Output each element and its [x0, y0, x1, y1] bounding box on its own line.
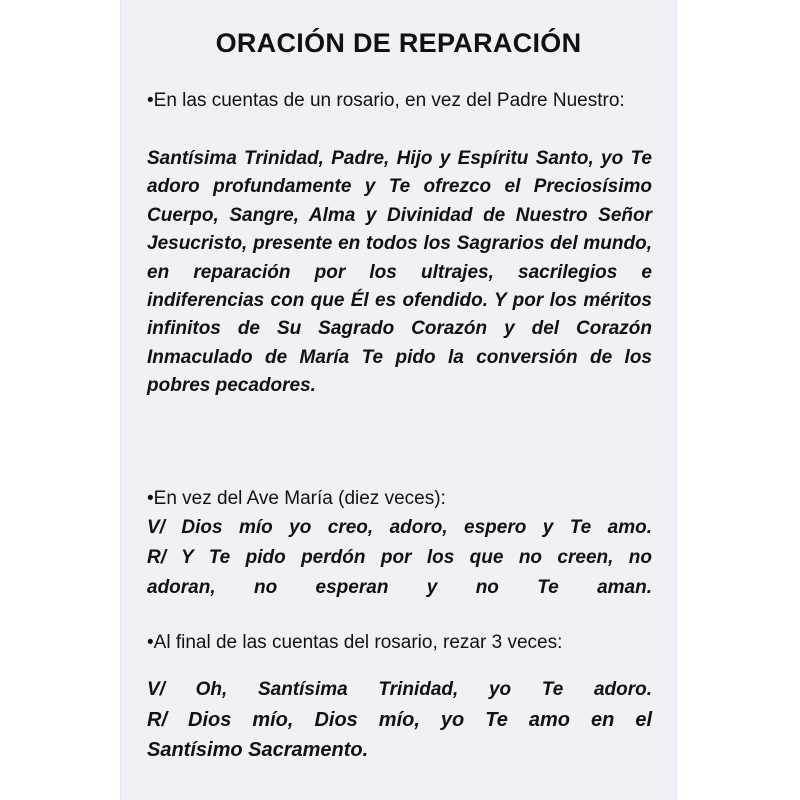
prayer-card [121, 0, 676, 800]
section2-intro: •En vez del Ave María (diez veces): [147, 488, 446, 509]
section2-versicle: V/ Dios mío yo creo, adoro, espero y Te amo. [147, 517, 652, 538]
section3-verses [147, 675, 652, 765]
section3-response-line1: R/ Dios mío, Dios mío, yo Te amo en el [147, 709, 652, 731]
section3-response-line2: Santísimo Sacramento. [147, 739, 369, 761]
section1-intro: •En las cuentas de un rosario, en vez del Padre Nuestro: [147, 90, 625, 111]
section2-verses [147, 513, 652, 603]
section3-intro: •Al final de las cuentas del rosario, rezar 3 veces: [147, 632, 563, 653]
section1-prayer: Santísima Trinidad, Padre, Hijo y Espíritu Santo, yo Te adoro profundamente y Te ofrezco el Preciosísimo Cuerpo, Sangre, Alma y Divinidad de Nuestro Señor Jesucristo, presente en todos los Sagrarios del mundo, en reparación por los ultrajes, sacrilegios e indiferencias con que Él es ofendido. Y por los méritos infinitos de Su Sagrado Corazón y del Corazón Inmaculado de María Te pido la conversión de los pobres pecadores. [147, 148, 652, 397]
card-title: ORACIÓN DE REPARACIÓN [215, 28, 582, 58]
section3-versicle: V/ Oh, Santísima Trinidad, yo Te adoro. [147, 679, 652, 700]
section2-response-line1: R/ Y Te pido perdón por los que no creen, no [147, 547, 652, 568]
section2-response-line2: adoran, no esperan y no Te aman. [147, 577, 652, 598]
